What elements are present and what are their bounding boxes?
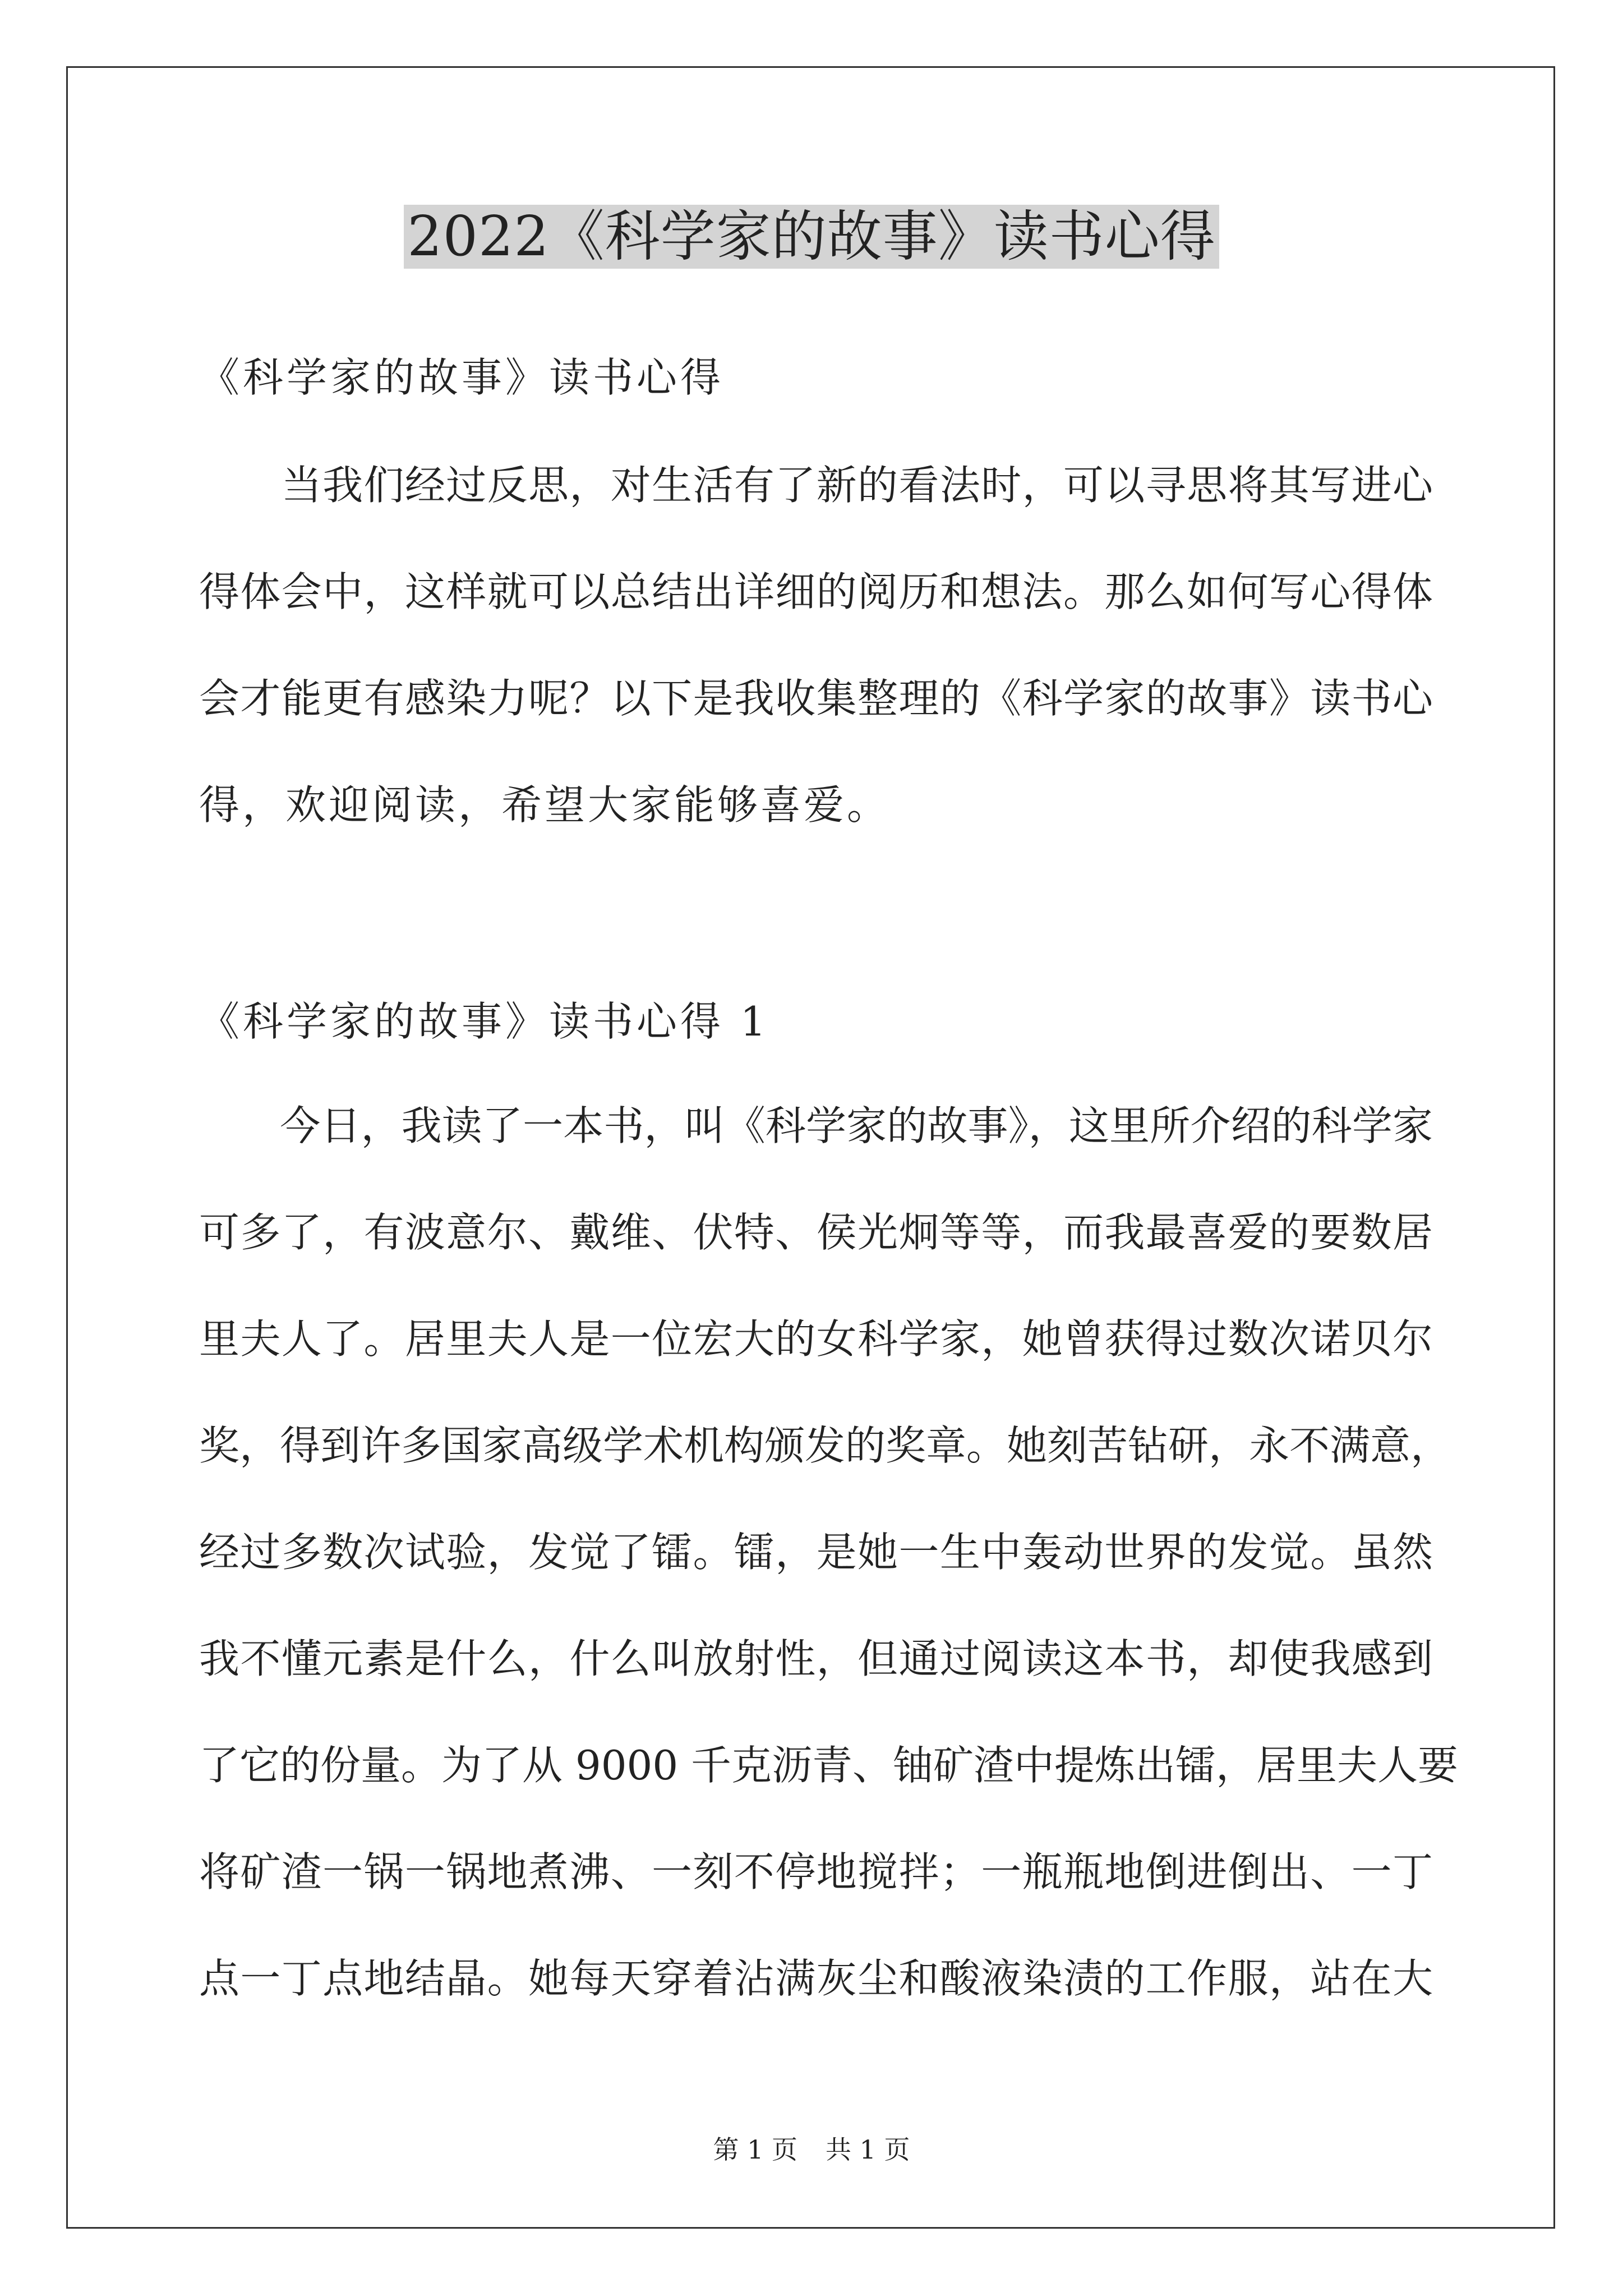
document-subtitle: 《科学家的故事》读书心得 [199, 354, 725, 401]
body-line: 今日，我读了一本书，叫《科学家的故事》，这里所介绍的科学家 [199, 1102, 1433, 1149]
intro-line: 得体会中，这样就可以总结出详细的阅历和想法。那么如何写心得体 [199, 568, 1433, 615]
page-footer [0, 2133, 1623, 2166]
body-line: 经过多数次试验，发觉了镭。镭，是她一生中轰动世界的发觉。虽然 [199, 1529, 1433, 1576]
document-title [0, 197, 1623, 276]
intro-line: 会才能更有感染力呢？以下是我收集整理的《科学家的故事》读书心 [199, 675, 1433, 722]
page-number: 第 1 页 [713, 2134, 797, 2165]
body-line: 点一丁点地结晶。她每天穿着沾满灰尘和酸液染渍的工作服，站在大 [199, 1955, 1433, 2002]
document-title-text: 2022《科学家的故事》读书心得 [404, 205, 1219, 269]
body-line: 将矿渣一锅一锅地煮沸、一刻不停地搅拌；一瓶瓶地倒进倒出、一丁 [199, 1848, 1433, 1895]
intro-line: 得，欢迎阅读，希望大家能够喜爱。 [199, 781, 891, 829]
body-line: 了它的份量。为了从 9000 千克沥青、铀矿渣中提炼出镭，居里夫人要 [199, 1742, 1459, 1789]
page-total: 共 1 页 [826, 2134, 910, 2165]
body-line: 奖，得到许多国家高级学术机构颁发的奖章。她刻苦钻研，永不满意， [199, 1422, 1451, 1469]
intro-line: 当我们经过反思，对生活有了新的看法时，可以寻思将其写进心 [199, 462, 1433, 509]
body-line: 可多了，有波意尔、戴维、伏特、侯光炯等等，而我最喜爱的要数居 [199, 1209, 1433, 1256]
body-line: 我不懂元素是什么，什么叫放射性，但通过阅读这本书，却使我感到 [199, 1635, 1433, 1682]
section-heading: 《科学家的故事》读书心得 1 [199, 998, 769, 1045]
body-line: 里夫人了。居里夫人是一位宏大的女科学家，她曾获得过数次诺贝尔 [199, 1315, 1433, 1363]
